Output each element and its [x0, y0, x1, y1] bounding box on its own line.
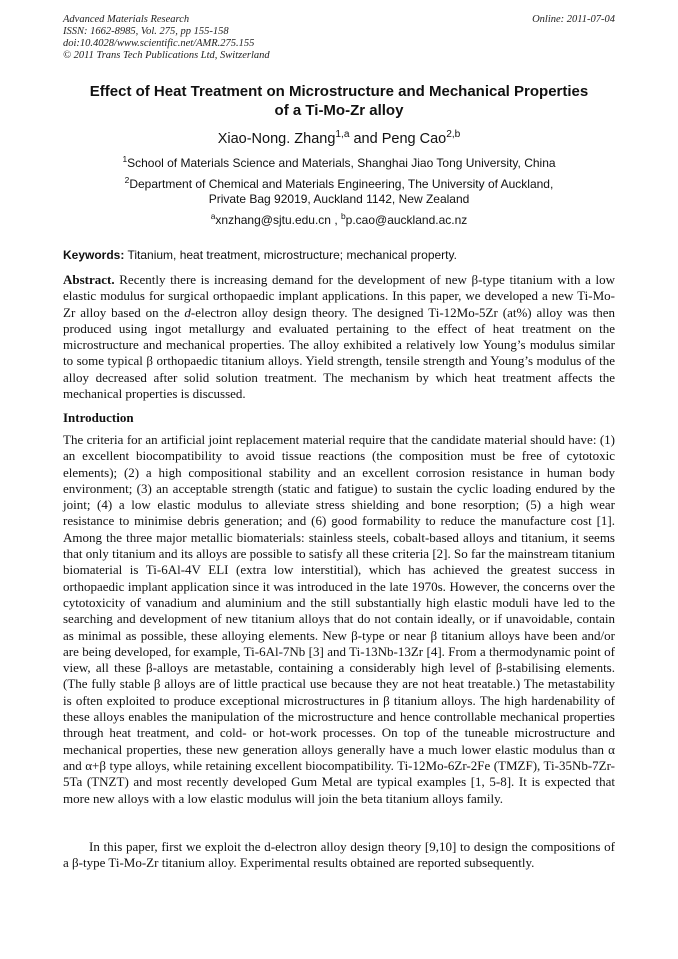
abstract-text-part-2: -electron alloy design theory. The designed Ti-12Mo-5Zr (at%) alloy was then produced using ingot metallurgy and evaluated pertaining to the effect of heat treatment on the microstructure and mechanical properties. The alloy exhibited a relatively low Young’s modulus similar to some typical β orthopaedic titanium alloys. Yield strength, tensile strength and Young’s modulus of the alloy decreased after solid solution treatment. The mechanism by which heat treatment affects the mechanical properties is discussed.: [63, 304, 615, 402]
email-b-mark: b: [341, 211, 346, 221]
email-separator: ,: [330, 213, 341, 227]
abstract: [63, 272, 615, 402]
author-2-affiliation-mark: 2,b: [446, 129, 461, 141]
abstract-text-part-1: Recently there is increasing demand for the development of new β-type titanium with a low elastic modulus for surgical orthopaedic implant applications. In this paper, we developed a new Ti-Mo-Zr alloy based on the: [63, 272, 615, 320]
issn-line: ISSN: 1662-8985, Vol. 275, pp 155-158: [63, 26, 229, 37]
journal-header: [63, 14, 615, 62]
paper-title: [63, 82, 615, 120]
introduction-heading: Introduction: [63, 410, 134, 425]
affiliation-1: [63, 156, 615, 171]
abstract-label: Abstract.: [63, 272, 115, 287]
doi-line: doi:10.4028/www.scientific.net/AMR.275.155: [63, 38, 255, 49]
keywords-text: Titanium, heat treatment, microstructure; mechanical property.: [124, 248, 457, 262]
title-line-2: of a Ti-Mo-Zr alloy: [274, 102, 404, 119]
affiliation-2-mark: 2: [124, 175, 130, 185]
email-line: [63, 213, 615, 228]
copyright-line: © 2011 Trans Tech Publications Ltd, Switzerland: [63, 50, 270, 61]
introduction-paragraph-1: The criteria for an artificial joint replacement material require that the candidate material should have: (1) an excellent biocompatibility to avoid tissue reactions (the composition must be free of cytotoxic elements); (2) a high compositional stability and an excellent corrosion resistance in human body environment; (3) an acceptable strength (static and fatigue) to sustain the cyclic loading endured by the joint; (4) a low elastic modulus to alleviate stress shielding and bone resorption; (5) a high wear resistance to minimise debris generation; and (6) good formability to reduce the manufacture cost [1]. Among the three major metallic biomaterials: stainless steels, cobalt-based alloys and titanium, it seems that only titanium and its alloys are possible to satisfy all these criteria [2]. So far the mainstream titanium biomaterial is Ti-6Al-4V ELI (extra low interstitial), which has achieved the greatest success in orthopaedic implant application since it was introduced in the late 1970s. However, the concerns over the cytotoxicity of vanadium and aluminium and the still substantially high elastic moduli have led to the searching and development of new titanium alloys that do not contain ideally, or if unavoidable, contain as minimal as possible, these alloying elements. New β-type or near β titanium alloys have been and/or are being developed, for example, Ti-6Al-7Nb [3] and Ti-13Nb-13Zr [4]. From a thermodynamic point of view, all these β-alloys are metastable, containing a considerably high level of β-stabilising elements. (The fully stable β alloys are of little practical use because they are not heat treatable.) The metastability is often exploited to produce exceptional microstructures in β titanium alloys. The high hardenability of these alloys enables the manipulation of the microstructure and hence controllable mechanical properties through heat treatment, and cold- or hot-work processes. On top of the tuneable microstructure and mechanical properties, these new generation alloys generally have a much lower elastic modulus than α and α+β type alloys, while retaining excellent biocompatibility. Ti-12Mo-6Zr-2Fe (TMZF), Ti-35Nb-7Zr-5Ta (TNZT) and most recently developed Gum Metal are typical examples [1, 5-8]. It is expected that more new alloys with a low elastic modulus will join the beta titanium alloys family.: [63, 432, 616, 806]
introduction-paragraph-2: In this paper, first we exploit the d-electron alloy design theory [9,10] to design the compositions of a β-type Ti-Mo-Zr titanium alloy. Experimental results obtained are reported subsequently.: [63, 839, 615, 871]
author-1-affiliation-mark: 1,a: [335, 129, 350, 141]
author-1: Xiao-Nong. Zhang: [217, 131, 336, 147]
author-list: [63, 130, 615, 148]
email-a-mark: a: [210, 211, 216, 221]
journal-name: Advanced Materials Research: [63, 14, 190, 25]
keywords: [63, 248, 615, 263]
keywords-label: Keywords:: [63, 248, 125, 262]
title-line-1: Effect of Heat Treatment on Microstructure and Mechanical Properties: [89, 83, 589, 100]
email-b[interactable]: p.cao@auckland.ac.nz: [345, 213, 468, 227]
abstract-italic-d: d: [184, 304, 191, 320]
affiliation-1-text: School of Materials Science and Materials, Shanghai Jiao Tong University, China: [127, 156, 556, 170]
author-separator: and: [349, 131, 382, 147]
affiliation-2: [63, 177, 615, 207]
email-a[interactable]: xnzhang@sjtu.edu.cn: [215, 213, 331, 227]
author-2: Peng Cao: [381, 131, 447, 147]
affiliation-1-mark: 1: [122, 154, 128, 164]
affiliation-2-line-2: Private Bag 92019, Auckland 1142, New Zealand: [208, 192, 470, 206]
online-date: Online: 2011-07-04: [532, 14, 615, 25]
affiliation-2-line-1: Department of Chemical and Materials Engineering, The University of Auckland,: [129, 177, 554, 191]
